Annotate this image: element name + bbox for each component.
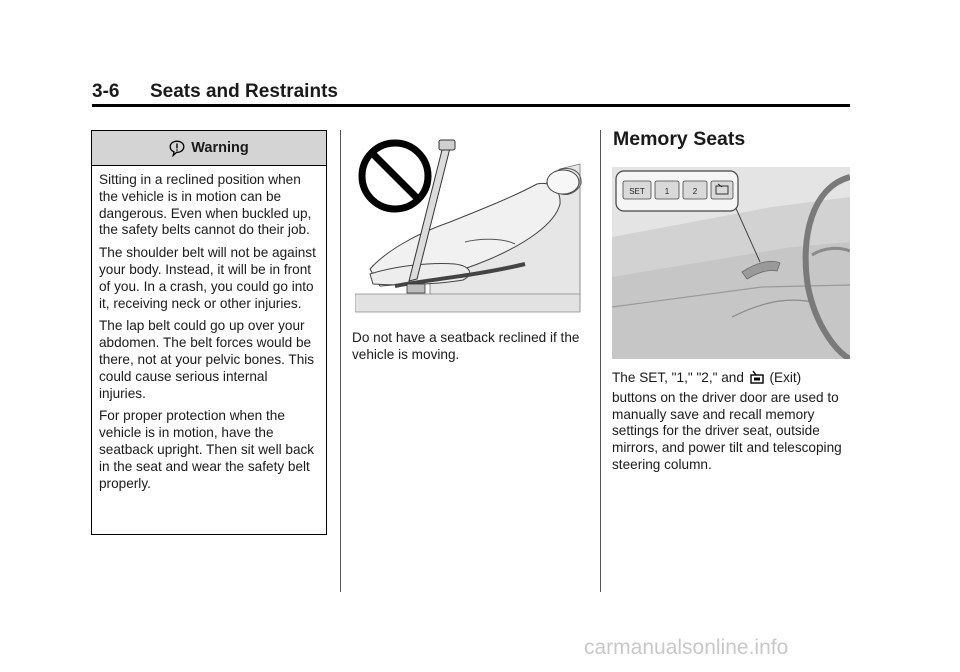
section-title: Seats and Restraints — [150, 81, 338, 102]
warning-paragraph: The lap belt could go up over your abdomen. The belt forces would be there, not at your pelvic bones. This could cause serious internal injuries. — [99, 318, 315, 401]
driver-door-memory-buttons-illustration — [612, 167, 850, 359]
reclined-seat-caption: Do not have a seatback reclined if the vehicle is moving. — [352, 330, 580, 362]
warning-body — [92, 166, 326, 492]
warning-speech-bubble-icon — [169, 140, 185, 157]
prohibition-icon — [362, 143, 428, 209]
warning-paragraph: For proper protection when the vehicle is in motion, have the seatback upright. Then sit well back in the seat and wear the safety belt properly. — [99, 408, 315, 491]
page-number: 3-6 — [92, 81, 120, 102]
warning-paragraph: The shoulder belt will not be against your body. Instead, it will be in front of you. In a crash, you could go into it, receiving neck or other injuries. — [99, 245, 316, 311]
memory-button-panel — [616, 171, 738, 211]
warning-header — [92, 131, 326, 166]
watermark: carmanualsonline.info — [584, 636, 789, 659]
column-divider — [340, 130, 341, 592]
warning-box — [91, 130, 327, 535]
memory-seats-description — [612, 370, 860, 477]
set-button-label: SET — [629, 187, 645, 196]
warning-title: Warning — [191, 140, 249, 156]
reclined-seat-prohibited-illustration — [355, 134, 583, 314]
page-header — [92, 80, 850, 107]
exit-seat-icon — [750, 370, 764, 384]
column-divider — [600, 130, 601, 592]
memory-seats-body: buttons on the driver door are used to manually save and recall memory settings for the driver seat, outside mirrors, and power tilt and telescoping steering column. — [612, 389, 842, 472]
memory-2-button-label: 2 — [692, 187, 698, 196]
warning-paragraph: Sitting in a reclined position when the vehicle is in motion can be dangerous. Even when buckled up, the safety belts cannot do their job. — [99, 172, 312, 238]
memory-seats-line1: The SET, "1," "2," and (Exit) — [612, 370, 802, 385]
memory-1-button-label: 1 — [664, 187, 670, 196]
memory-seats-heading: Memory Seats — [613, 128, 746, 150]
